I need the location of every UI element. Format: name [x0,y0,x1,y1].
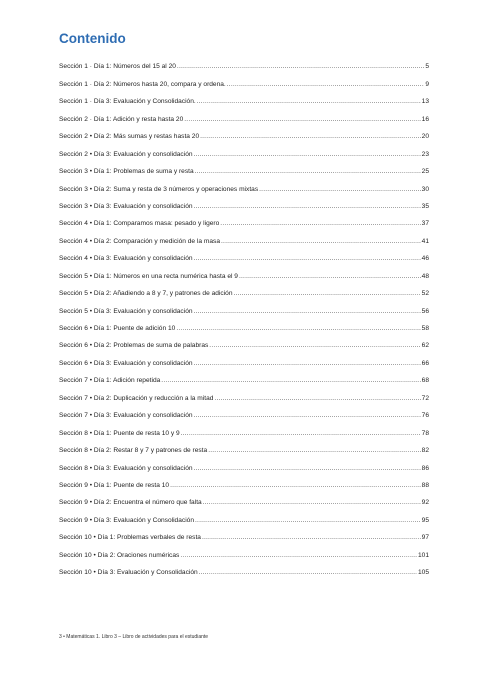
dot-leader [194,255,421,262]
toc-entry [59,472,429,489]
toc-entry-page: 35 [421,202,429,210]
toc-entry-page: 9 [425,80,429,88]
toc-entry [59,489,429,506]
table-of-contents [59,53,429,576]
page-footer: 3 • Matemáticas 1. Libro 3 – Libro de actividades para el estudiante [59,634,209,640]
toc-entry [59,384,429,401]
dot-leader [180,552,417,559]
dot-leader [194,360,421,367]
toc-entry-page: 105 [417,569,429,577]
toc-entry-page: 46 [421,255,429,263]
toc-entry [59,70,429,87]
toc-entry-label: Sección 2 • Día 2: Más sumas y restas hasta 20 [59,133,200,141]
toc-entry-label: Sección 4 • Día 1: Comparamos masa: pesado y ligero [59,220,220,228]
toc-entry-label: Sección 7 • Día 2: Duplicación y reducción a la mitad [59,394,214,402]
toc-entry-page: 68 [421,377,429,385]
dot-leader [227,81,425,88]
dot-leader [170,482,421,489]
toc-entry-label: Sección 1 · Día 1: Números del 15 al 20 [59,63,176,71]
toc-entry-label: Sección 5 • Día 2: Añadiendo a 8 y 7, y patrones de adición [59,290,233,298]
toc-entry-page: 101 [417,551,429,559]
toc-entry [59,262,429,279]
toc-entry [59,332,429,349]
toc-entry-label: Sección 8 • Día 1: Puente de resta 10 y 9 [59,429,180,437]
dot-leader [176,325,420,332]
toc-entry [59,454,429,471]
toc-entry [59,349,429,366]
dot-leader [203,499,421,506]
toc-entry-page: 92 [421,499,429,507]
toc-entry [59,297,429,314]
dot-leader [181,430,421,437]
toc-entry-label: Sección 9 • Día 1: Puente de resta 10 [59,481,170,489]
toc-entry [59,140,429,157]
toc-entry [59,402,429,419]
toc-entry-page: 72 [421,394,429,402]
toc-entry-page: 62 [421,342,429,350]
dot-leader [199,569,417,576]
toc-entry-page: 95 [421,516,429,524]
dot-leader [200,133,421,140]
dot-leader [208,447,420,454]
toc-entry [59,437,429,454]
toc-entry-page: 52 [421,290,429,298]
dot-leader [234,290,421,297]
dot-leader [197,98,421,105]
toc-entry-page: 30 [421,185,429,193]
toc-entry [59,123,429,140]
toc-entry [59,210,429,227]
toc-entry [59,53,429,70]
dot-leader [184,116,420,123]
toc-entry-page: 25 [421,168,429,176]
toc-entry-page: 13 [421,98,429,106]
toc-entry-label: Sección 6 • Día 1: Puente de adición 10 [59,325,176,332]
toc-entry-label: Sección 4 • Día 3: Evaluación y consolidación [59,255,193,263]
dot-leader [202,534,421,541]
dot-leader [194,308,421,315]
toc-entry-page: 5 [425,63,429,71]
toc-entry [59,315,429,332]
toc-entry-page: 16 [421,115,429,123]
toc-entry [59,559,429,576]
toc-entry [59,506,429,523]
toc-entry-label: Sección 4 • Día 2: Comparación y medición de la masa [59,237,221,245]
toc-entry [59,245,429,262]
dot-leader [239,273,421,280]
toc-entry [59,105,429,122]
toc-entry-label: Sección 10 • Día 2: Oraciones numéricas [59,551,180,559]
toc-entry-label: Sección 1 · Día 3: Evaluación y Consolidación. [59,98,196,106]
toc-entry-label: Sección 10 • Día 1: Problemas verbales de resta [59,534,201,542]
toc-entry [59,524,429,541]
dot-leader [194,151,421,158]
toc-entry [59,541,429,558]
toc-entry [59,158,429,175]
toc-entry-page: 41 [421,237,429,245]
toc-entry-page: 37 [421,220,429,228]
dot-leader [194,203,421,210]
toc-entry-label: Sección 3 • Día 1: Problemas de suma y resta [59,168,194,176]
toc-entry-page: 86 [421,464,429,472]
toc-entry-label: Sección 7 • Día 3: Evaluación y consolidación [59,412,193,420]
toc-entry-label: Sección 3 • Día 2: Suma y resta de 3 números y operaciones mixtas [59,185,259,193]
toc-entry-label: Sección 8 • Día 3: Evaluación y consolidación [59,464,193,472]
toc-entry-label: Sección 5 • Día 1: Números en una recta numérica hasta el 9 [59,272,238,280]
toc-entry [59,88,429,105]
dot-leader [209,342,420,349]
toc-entry-label: Sección 7 • Día 1: Adición repetida [59,377,161,385]
dot-leader [214,395,420,402]
toc-entry-page: 23 [421,150,429,158]
toc-entry-page: 66 [421,359,429,367]
toc-entry-label: Sección 9 • Día 3: Evaluación y Consolidación [59,516,194,524]
toc-entry [59,193,429,210]
dot-leader [195,168,421,175]
toc-entry-label: Sección 2 • Día 3: Evaluación y consolidación [59,150,193,158]
dot-leader [220,220,420,227]
dot-leader [161,377,420,384]
dot-leader [194,412,421,419]
dot-leader [259,186,421,193]
toc-entry-label: Sección 6 • Día 2: Problemas de suma de palabras [59,342,209,350]
toc-entry-label: Sección 8 • Día 2: Restar 8 y 7 y patrones de resta [59,447,208,455]
toc-entry-page: 48 [421,272,429,280]
toc-entry [59,419,429,436]
toc-entry-page: 97 [421,534,429,542]
toc-entry [59,367,429,384]
toc-entry [59,280,429,297]
toc-entry-label: Sección 1 · Día 2: Números hasta 20, compara y ordena. [59,80,226,88]
toc-entry-page: 56 [421,307,429,315]
toc-entry-label: Sección 6 • Día 3: Evaluación y consolidación [59,359,193,367]
toc-entry-page: 76 [421,412,429,420]
dot-leader [177,63,424,70]
toc-entry [59,175,429,192]
page-title: Contenido [59,31,126,46]
dot-leader [221,238,421,245]
toc-entry-label: Sección 2 · Día 1: Adición y resta hasta 20 [59,115,184,123]
toc-entry-page: 78 [421,429,429,437]
toc-entry-page: 58 [421,325,429,332]
dot-leader [194,465,421,472]
toc-entry-page: 82 [421,447,429,455]
toc-entry-page: 20 [421,133,429,141]
toc-entry-label: Sección 9 • Día 2: Encuentra el número que falta [59,499,202,507]
toc-entry-label: Sección 10 • Día 3: Evaluación y Consolidación [59,569,198,577]
toc-entry [59,227,429,244]
toc-entry-label: Sección 3 • Día 3: Evaluación y consolidación [59,202,193,210]
dot-leader [195,517,421,524]
toc-entry-label: Sección 5 • Día 3: Evaluación y consolidación [59,307,193,315]
toc-entry-page: 88 [421,481,429,489]
